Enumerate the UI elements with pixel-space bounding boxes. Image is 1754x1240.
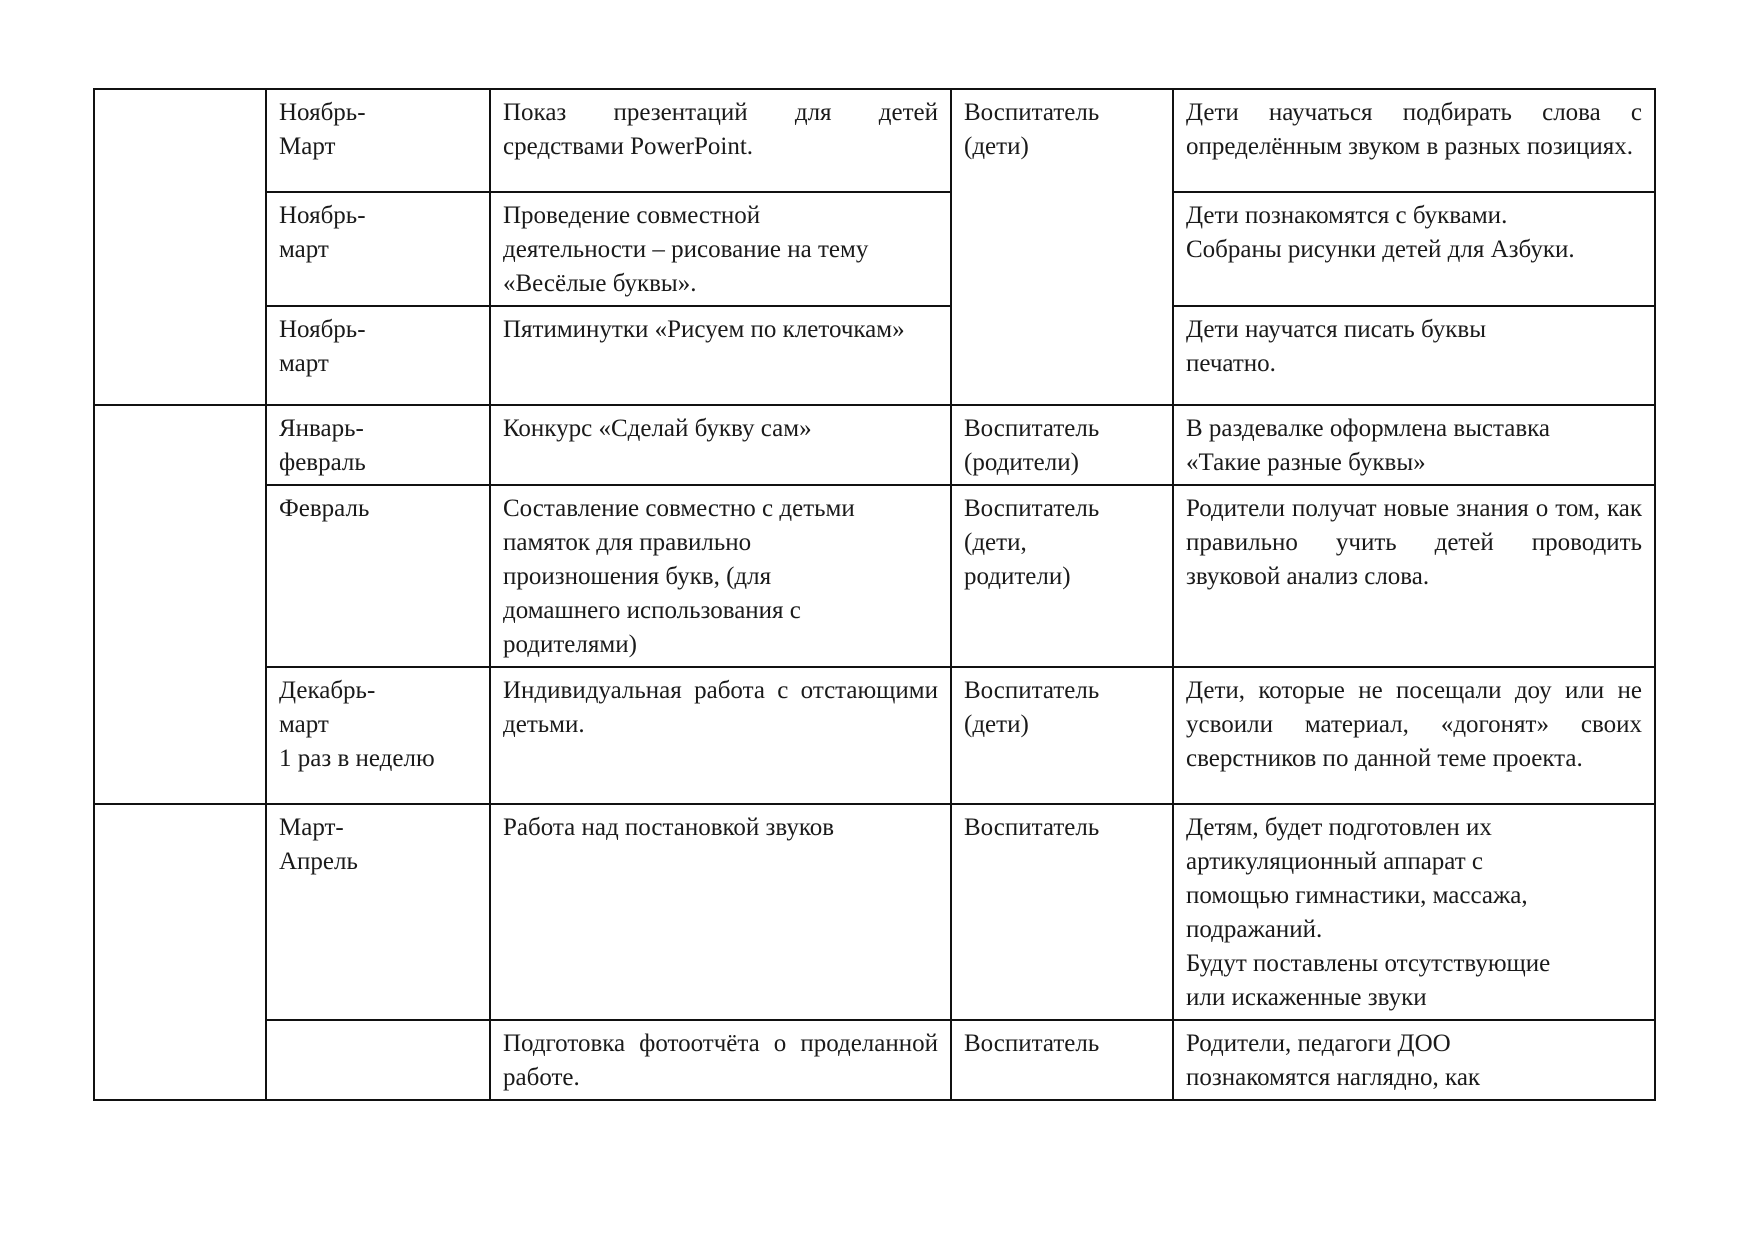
table-row: [94, 192, 1655, 306]
activity-cell: Подготовка фотоотчёта о проделанной работе.: [490, 1020, 951, 1100]
responsible-cell: Воспитатель: [951, 804, 1173, 1020]
activity-cell: Показ презентаций для детей средствами PowerPoint.: [490, 89, 951, 192]
activity-cell: Проведение совместной деятельности – рисование на тему «Весёлые буквы».: [490, 192, 951, 306]
table-row: [94, 804, 1655, 1020]
result-cell: В раздевалке оформлена выставка «Такие разные буквы»: [1173, 405, 1655, 485]
period-cell: Ноябрь- март: [266, 306, 490, 405]
responsible-cell: Воспитатель: [951, 1020, 1173, 1100]
activity-cell: Индивидуальная работа с отстающими детьми.: [490, 667, 951, 804]
result-cell: Дети научаться подбирать слова с определённым звуком в разных позициях.: [1173, 89, 1655, 192]
result-cell: Родители, педагоги ДОО познакомятся наглядно, как: [1173, 1020, 1655, 1100]
responsible-cell: Воспитатель (родители): [951, 405, 1173, 485]
phase-cell: [94, 89, 266, 405]
project-plan-table: [93, 88, 1656, 1101]
period-cell: Январь- февраль: [266, 405, 490, 485]
result-cell: Дети, которые не посещали доу или не усвоили материал, «догонят» своих сверстников по данной теме проекта.: [1173, 667, 1655, 804]
activity-cell: Составление совместно с детьми памяток для правильно произношения букв, (для домашнего использования с родителями): [490, 485, 951, 667]
result-cell: Дети познакомятся с буквами. Собраны рисунки детей для Азбуки.: [1173, 192, 1655, 306]
activity-cell: Конкурс «Сделай букву сам»: [490, 405, 951, 485]
table-row: [94, 405, 1655, 485]
activity-cell: Пятиминутки «Рисуем по клеточкам»: [490, 306, 951, 405]
table-row: [94, 89, 1655, 192]
responsible-cell: Воспитатель (дети, родители): [951, 485, 1173, 667]
result-cell: Родители получат новые знания о том, как правильно учить детей проводить звуковой анализ слова.: [1173, 485, 1655, 667]
result-cell: Дети научатся писать буквы печатно.: [1173, 306, 1655, 405]
table-row: [94, 306, 1655, 405]
period-cell: Февраль: [266, 485, 490, 667]
activity-cell: Работа над постановкой звуков: [490, 804, 951, 1020]
period-cell: Март- Апрель: [266, 804, 490, 1020]
responsible-cell: Воспитатель (дети): [951, 667, 1173, 804]
period-cell: Ноябрь- Март: [266, 89, 490, 192]
period-cell: Декабрь- март 1 раз в неделю: [266, 667, 490, 804]
result-cell: Детям, будет подготовлен их артикуляционный аппарат с помощью гимнастики, массажа, подражаний. Будут поставлены отсутствующие или искаженные звуки: [1173, 804, 1655, 1020]
period-cell: [266, 1020, 490, 1100]
phase-cell: [94, 405, 266, 804]
table-row: [94, 485, 1655, 667]
table-row: [94, 1020, 1655, 1100]
phase-cell: [94, 804, 266, 1100]
table-row: [94, 667, 1655, 804]
responsible-cell: Воспитатель (дети): [951, 89, 1173, 405]
period-cell: Ноябрь- март: [266, 192, 490, 306]
